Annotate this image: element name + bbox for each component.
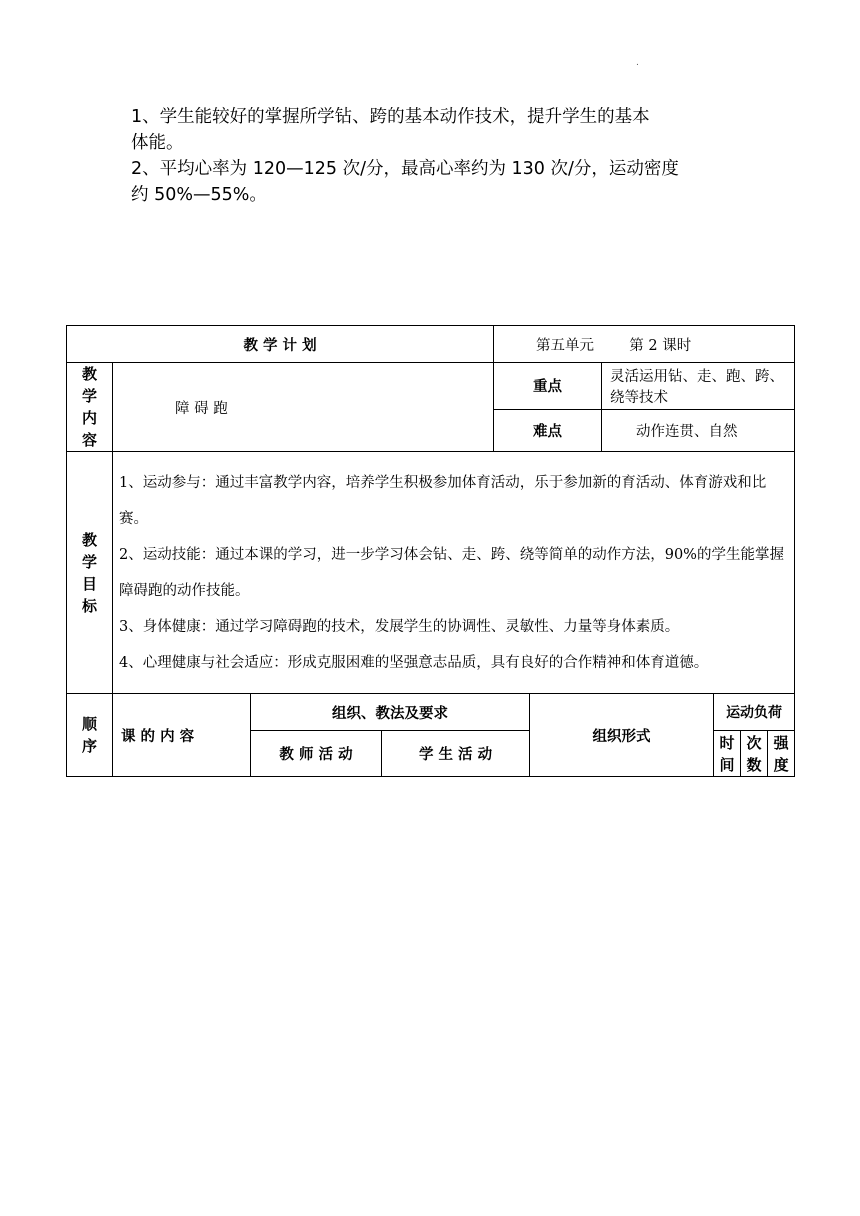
key-label: 重点 (494, 363, 602, 410)
objective-label: 教 学 目 标 (67, 452, 113, 694)
schedule-header-row (67, 694, 795, 731)
title-row (67, 326, 795, 363)
content-value: 障 碍 跑 (113, 363, 494, 452)
objective-item: 4、心理健康与社会适应：形成克服困难的坚强意志品质，具有良好的合作精神和体育道德。 (119, 654, 709, 671)
lesson-label: 第 2 课时 (629, 337, 692, 354)
load-label: 运动负荷 (714, 694, 795, 731)
difficulty-label: 难点 (494, 409, 602, 451)
header-mark: . (636, 58, 639, 68)
objective-item: 1、运动参与：通过丰富教学内容，培养学生积极参加体育活动，乐于参加新的育活动、体育游戏和比赛。 (119, 474, 767, 527)
objective-item: 2、运动技能：通过本课的学习，进一步学习体会钻、走、跨、绕等简单的动作方法，90%的学生能掌握障碍跑的动作技能。 (119, 546, 784, 599)
intro-line-2-cont: 约 50%—55%。 (131, 185, 267, 205)
intro-text (131, 104, 741, 208)
unit-label: 第五单元 (536, 337, 595, 354)
key-row (67, 363, 795, 410)
intro-line-1-cont: 体能。 (131, 133, 184, 153)
content-label: 教 学 内 容 (67, 363, 113, 452)
unit-lesson-cell (494, 326, 795, 363)
difficulty-value: 动作连贯、自然 (602, 409, 795, 451)
objective-item: 3、身体健康：通过学习障碍跑的技术，发展学生的协调性、灵敏性、力量等身体素质。 (119, 618, 680, 635)
lesson-content-label: 课 的 内 容 (113, 694, 251, 777)
intro-line-2: 2、平均心率为 120—125 次/分，最高心率约为 130 次/分，运动密度 (131, 159, 679, 179)
intensity-label: 强 度 (768, 731, 795, 777)
intro-line-1: 1、学生能较好的掌握所学钻、跨的基本动作技术，提升学生的基本 (131, 107, 650, 127)
count-label: 次 数 (741, 731, 768, 777)
time-label: 时 间 (714, 731, 741, 777)
objectives-list (113, 452, 795, 694)
plan-title: 教 学 计 划 (67, 326, 494, 363)
sequence-label: 顺 序 (67, 694, 113, 777)
objectives-row (67, 452, 795, 694)
form-label: 组织形式 (530, 694, 714, 777)
key-value: 灵活运用钻、走、跑、跨、绕等技术 (602, 363, 795, 410)
student-activity-label: 学 生 活 动 (382, 731, 530, 777)
teacher-activity-label: 教 师 活 动 (251, 731, 382, 777)
teaching-plan-table (66, 325, 795, 777)
organization-label: 组织、教法及要求 (251, 694, 530, 731)
